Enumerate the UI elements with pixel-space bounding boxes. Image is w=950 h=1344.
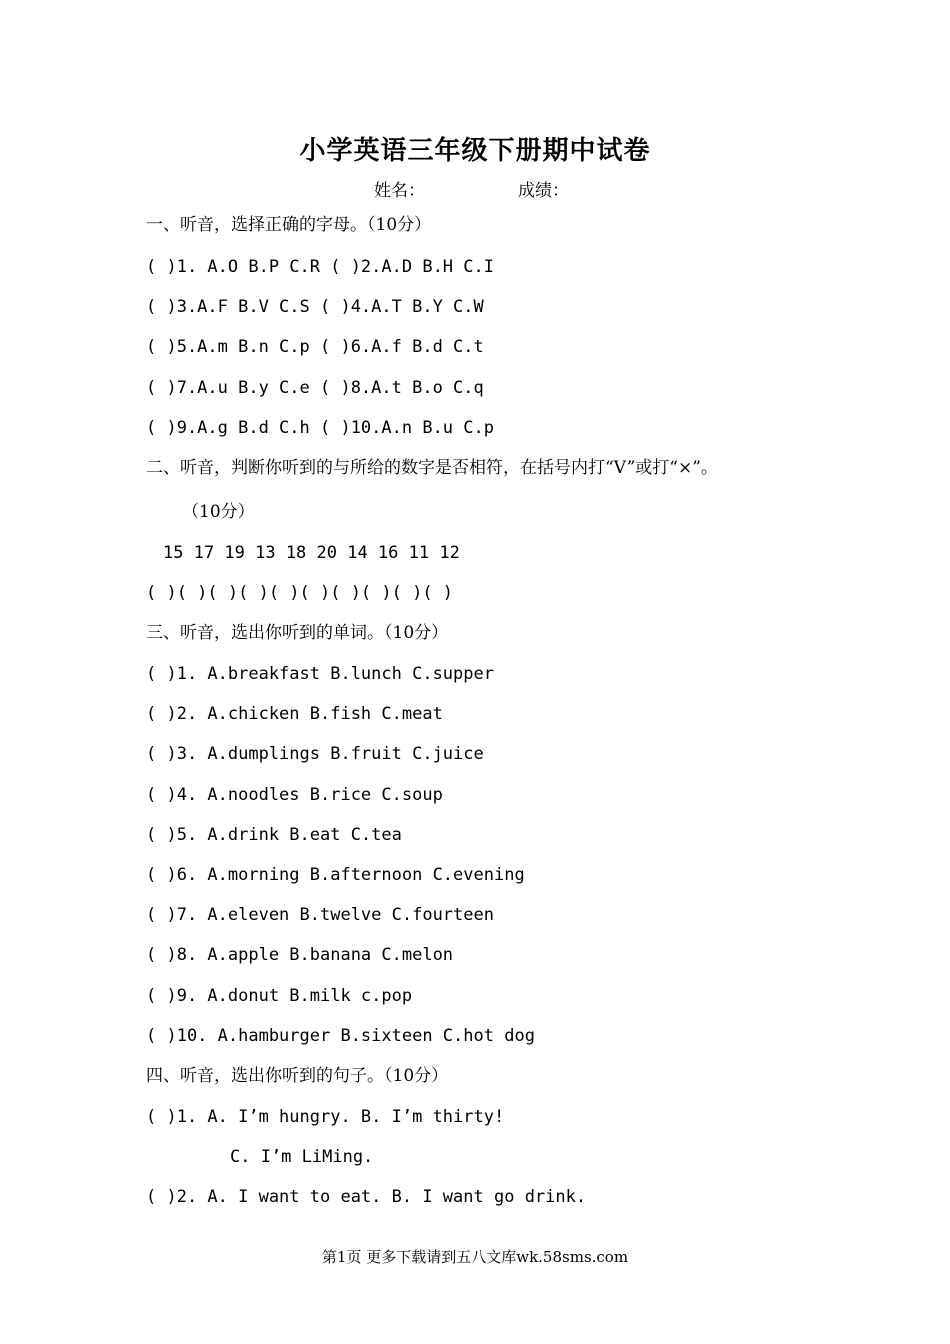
name-score-line — [374, 176, 569, 201]
section3-line: ( )8. A.apple B.banana C.melon — [146, 945, 454, 965]
section3-line: ( )5. A.drink B.eat C.tea — [146, 825, 402, 845]
section4-line: C. I’m LiMing. — [230, 1147, 374, 1167]
section1-line: ( )9.A.g B.d C.h ( )10.A.n B.u C.p — [146, 418, 494, 438]
section1-line: ( )3.A.F B.V C.S ( )4.A.T B.Y C.W — [146, 297, 484, 317]
section4-heading: 四、听音，选出你听到的句子。（10分） — [146, 1066, 449, 1086]
section2-score: （10分） — [182, 502, 255, 522]
section4-line: ( )2. A. I want to eat. B. I want go drink. — [146, 1187, 587, 1207]
section3-line: ( )6. A.morning B.afternoon C.evening — [146, 865, 525, 885]
section1-line: ( )5.A.m B.n C.p ( )6.A.f B.d C.t — [146, 337, 484, 357]
section3-heading: 三、听音，选出你听到的单词。（10分） — [146, 623, 449, 643]
name-label: 姓名： — [374, 181, 425, 201]
score-label: 成绩： — [518, 181, 569, 201]
section3-line: ( )9. A.donut B.milk c.pop — [146, 986, 413, 1006]
section1-line: ( )1. A.O B.P C.R ( )2.A.D B.H C.I — [146, 257, 494, 277]
section1-line: ( )7.A.u B.y C.e ( )8.A.t B.o C.q — [146, 378, 484, 398]
section3-line: ( )3. A.dumplings B.fruit C.juice — [146, 744, 484, 764]
section3-line: ( )7. A.eleven B.twelve C.fourteen — [146, 905, 494, 925]
section2-brackets: ( )( )( )( )( )( )( )( )( )( ) — [146, 583, 454, 603]
section3-line: ( )1. A.breakfast B.lunch C.supper — [146, 664, 494, 684]
section3-line: ( )4. A.noodles B.rice C.soup — [146, 785, 443, 805]
page-title: 小学英语三年级下册期中试卷 — [299, 136, 651, 166]
section2-numbers: 15 17 19 13 18 20 14 16 11 12 — [163, 543, 460, 563]
page-footer: 第1页 更多下载请到五八文库wk.58sms.com — [321, 1248, 629, 1266]
section4-line: ( )1. A. I’m hungry. B. I’m thirty! — [146, 1107, 505, 1127]
section3-line: ( )10. A.hamburger B.sixteen C.hot dog — [146, 1026, 535, 1046]
section3-line: ( )2. A.chicken B.fish C.meat — [146, 704, 443, 724]
section2-heading: 二、听音，判断你听到的与所给的数字是否相符，在括号内打“V”或打“×”。 — [146, 458, 718, 478]
section1-heading: 一、听音，选择正确的字母。（10分） — [146, 215, 432, 235]
